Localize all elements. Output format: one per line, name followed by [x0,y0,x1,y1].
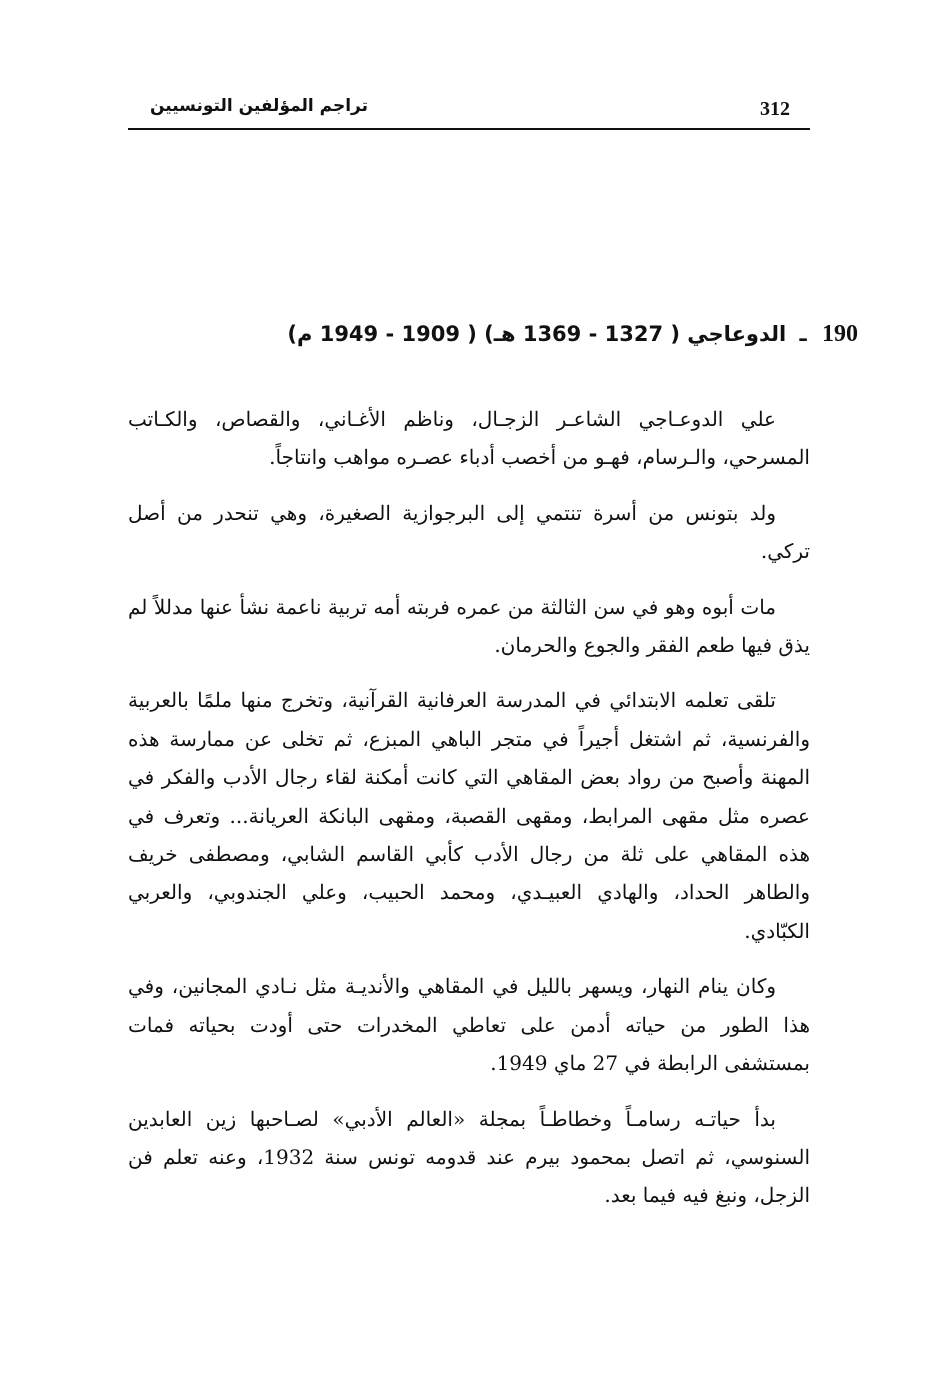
page-number: 312 [760,98,790,120]
paragraph-career: بدأ حياتـه رسامـاً وخطاطـاً بمجلة «العالم الأدبي» لصـاحبها زين العابدين السنوسي، ثم اتصل بمحمود بيرم عند قدومه تونس سنة 1932، وعنه تعلم فن الزجل، ونبغ فيه فيما بعد. [128,1106,810,1208]
entry-title: الدوعاجي ( 1327 - 1369 هـ) ( 1909 - 1949 م) [287,322,787,346]
running-head [128,88,810,130]
paragraph-origin: ولد بتونس من أسرة تنتمي إلى البرجوازية الصغيرة، وهي تنحدر من أصل تركي. [128,500,810,564]
entry-heading [287,312,858,356]
paragraph-education: تلقى تعلمه الابتدائي في المدرسة العرفانية القرآنية، وتخرج منها ملمًا بالعربية والفرنسية، ثم اشتغل أجيراً في متجر الباهي المبزع، ثم تخلى عن ممارسة هذه المهنة وأصبح من رواد بعض المقاهي التي كانت أمكنة لقاء رجال الأدب والفكر في عصره مثل مقهى المرابط، ومقهى القصبة، ومقهى البانكة العريانة... وتعرف في هذه المقاهي على ثلة من رجال الأدب كأبي القاسم الشابي، ومصطفى خريف والطاهر الحداد، والهادي العبيـدي، ومحمد الحبيب، وعلي الجندوبي، والعربي الكبّادي. [128,688,810,943]
paragraph-childhood: مات أبوه وهو في سن الثالثة من عمره فربته أمه تربية ناعمة نشأ عنها مدللاً لم يذق فيها طعم الفقر والجوع والحرمان. [128,594,810,658]
body-text [128,400,810,1232]
entry-dash: ـ [799,322,807,346]
paragraph-death: وكان ينام النهار، ويسهر بالليل في المقاهي والأنديـة مثل نـادي المجانين، وفي هذا الطور من حياته أدمن على تعاطي المخدرات حتى أودت بحياته فمات بمستشفى الرابطة في 27 ماي 1949. [128,974,810,1076]
paragraph-birth-intro: علي الدوعـاجي الشاعـر الزجـال، وناظم الأغـاني، والقصاص، والكـاتب المسرحي، والـرسام، فهـو من أخصب أدباء عصـره مواهب وانتاجاً. [128,407,810,470]
entry-number: 190 [822,321,858,347]
running-title: تراجم المؤلفين التونسيين [150,96,368,116]
